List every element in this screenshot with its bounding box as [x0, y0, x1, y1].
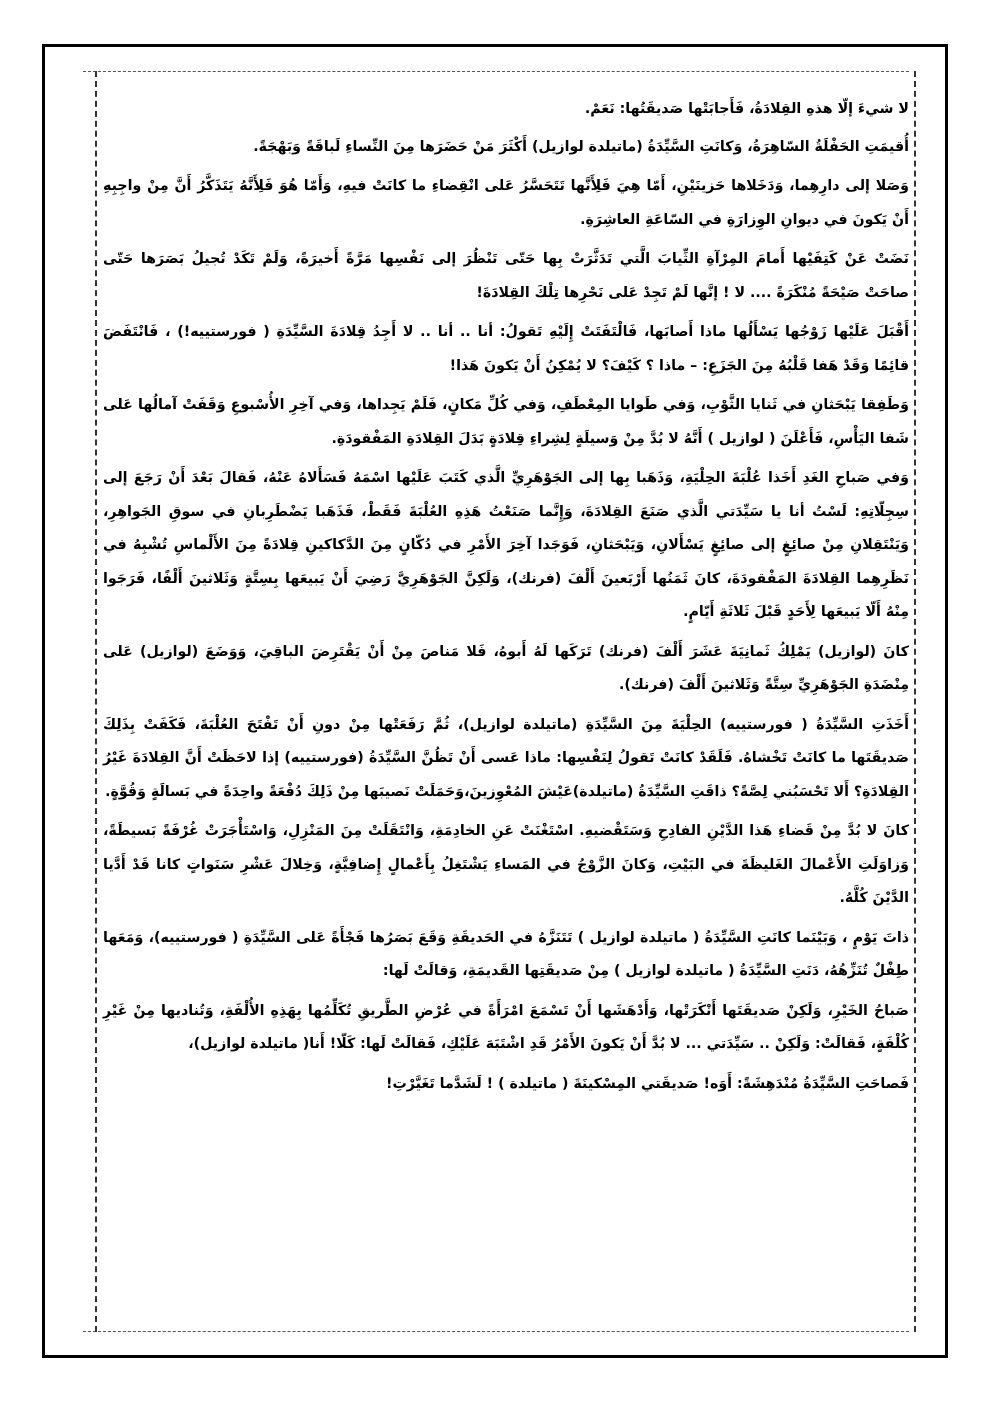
dashed-margin-right: [914, 71, 916, 1332]
paragraph-1: لا شيءَ إلّا هذهِ القِلادَةُ، فَأَجابَتْها صَديقَتُها: نَعَمْ.: [584, 101, 909, 117]
paragraph-8: كانَ (لوازيل) يَمْلِكُ ثَمانِيَةَ عَشَرَ أَلْفَ (فرنك) تَرَكَها لَهُ أَبوهُ، فَلا مَناصَ مِنْ أَنْ يَقْتَرِضَ الباقِيَ، وَوَضَعَ (لوازيل) عَلى مِنْضَدَةِ الجَوْهَرِيِّ سِتَّةً وَثَلاثينَ أَلْفَ (فرنك).: [103, 643, 909, 693]
paragraph-5: أَقْبَلَ عَلَيْها زَوْجُها يَسْأَلُها ماذا أَصابَها، فَالْتَفَتَتْ إِلَيْهِ تَقولُ: أنا .. أنا .. لا أَجِدُ قِلادَةَ السَّيِّدَةِ ( فورستييه!) ، فَانْتَفَضَ قائِمًا وَقَدْ هَفا قَلْبُهُ مِنَ الجَزَعِ: – ماذا ؟ كَيْفَ؟ لا يُمْكِنُ أَنْ يَكونَ هَذا!: [103, 324, 909, 374]
paragraph-7: وَفي صَباحِ الغَدِ أَخَذا عُلْبَةَ الحِلْيَةِ، وَذَهَبا بِها إلى الجَوْهَرِيِّ الَّذي كَتَبَ عَلَيْها اسْمَهُ فَسَأَلاهُ عَنْهُ، فَقالَ بَعْدَ أَنْ رَجَعَ إلى سِجِلّاتِهِ: لَسْتُ أنا يا سَيِّدَتي الَّذي صَنَعَ القِلادَةَ، وَإِنَّما صَنَعْتُ هَذِهِ العُلْبَةَ فَقَطْ، فَذَهَبا يَضْطَرِبانِ في سوقِ الجَواهِرِ، وَيَنْتَقِلانِ مِنْ صائِغٍ إلى صائِغٍ يَسْأَلانِ، وَيَبْحَثانِ، فَوَجَدا آخِرَ الأَمْرِ في دُكّانٍ مِنَ الدَّكاكينِ قِلادَةً مِنَ الأَلْماسِ تُشْبِهُ في نَظَرِهِما القِلادَةَ المَفْقودَةَ، كانَ ثَمَنُها أَرْبَعينَ أَلْفَ (فرنك)، وَلَكِنَّ الجَوْهَرِيَّ رَضِيَ أَنْ يَبيعَها بِسِتَّةٍ وَثَلاثينَ أَلْفًا، فَرَجَوا مِنْهُ أَلّا يَبيعَها لِأَحَدٍ قَبْلَ ثَلاثَةِ أَيّامٍ.: [103, 470, 909, 620]
paragraph-12: صَباحُ الخَيْرِ، وَلَكِنْ صَديقَتَها أَنْكَرَتْها، وَأَدْهَشَها أَنْ تَسْمَعَ امْرَأَةً في عُرْضِ الطَّريقِ تُكَلِّمُها بِهَذِهِ الأُلْفَةِ، وَتُناديها مِنْ غَيْرِ كُلْفَةٍ، فَقالَتْ: وَلَكِنْ .. سَيِّدَتي ... لا بُدَّ أَنْ يَكونَ الأَمْرُ قَدِ اشْتَبَهَ عَلَيْكِ، فَقالَتْ لَها: كَلّا! أَنا( ماتيلدة لوازيل)،: [103, 1002, 909, 1052]
paragraph-9: أَخَذَتِ السَّيِّدَةُ ( فورستييه) الحِلْيَةَ مِنَ السَّيِّدَةِ (ماتيلدة لوازيل)، ثُمَّ رَفَعَتْها مِنْ دونِ أَنْ تَفْتَحَ العُلْبَةَ، فَكَفَتْ بِذَلِكَ صَديقَتَها ما كانَتْ تَخْشاهُ. فَلَقَدْ كانَتْ تَقولُ لِنَفْسِها: ماذا عَسى أَنْ تَظُنَّ السَّيِّدَةُ (فورستييه) إذا لاحَظَتْ أَنَّ القِلادَةَ غَيْرُ القِلادَةِ؟ أَلا تَحْسَبُني لِصَّةً؟ ذاقَتِ السَّيِّدَةُ (ماتيلدة)عَيْشَ المُعْوِزينَ،وَحَمَلَتْ نَصيبَها مِنْ ذَلِكَ دُفْعَةً واحِدَةً في بَسالَةٍ وَقُوَّةٍ.: [103, 716, 909, 800]
dashed-margin-left: [95, 71, 97, 1332]
paragraph-11: ذاتَ يَوْمٍ ، وَبَيْنَما كانَتِ السَّيِّدَةُ ( ماتيلدة لوازيل ) تَتَنَزَّهُ في الحَديقَةِ وَقَعَ بَصَرُها فَجْأَةً عَلى السَّيِّدَةِ ( فورستييه)، وَمَعَها طِفْلٌ تُنَزِّهُهُ، دَنَتِ السَّيِّدَةُ ( ماتيلدة لوازيل ) مِنْ صَديقَتِها القَديمَةِ، وَقالَتْ لَها:: [103, 929, 909, 979]
paragraph-3: وَصَلا إلى دارِهِما، وَدَخَلاها حَزينَيْنِ، أَمّا هِيَ فَلِأَنَّها تَتَحَسَّرُ عَلى انْقِضاءِ ما كانَتْ فيهِ، وَأَمّا هُوَ فَلِأَنَّهُ يَتَذَكَّرُ أَنَّ مِنْ واجِبِهِ أَنْ يَكونَ في ديوانِ الوِزارَةِ في السّاعَةِ العاشِرَةِ.: [103, 178, 909, 228]
paragraph-6: وَطَفِقا يَبْحَثانِ في ثَنايا الثَّوْبِ، وَفي طَوايا المِعْطَفِ، وَفي كُلِّ مَكانٍ، فَلَمْ يَجِداها، وَفي آخِرِ الأُسْبوعِ وَقَفَتْ آمالُها عَلى شَفا اليَأْسِ، فَأَعْلَنَ ( لوازيل ) أَنَّهُ لا بُدَّ مِنْ وَسيلَةٍ لِشِراءِ قِلادَةٍ بَدَلَ القِلادَةِ المَفْقودَةِ.: [103, 397, 909, 447]
paragraph-2: أُقيمَتِ الحَفْلَةُ السّاهِرَةُ، وَكانَتِ السَّيِّدَةُ (ماتيلدة لوازيل) أَكْثَرَ مَنْ حَضَرَها مِنَ النِّساءِ لَباقَةً وَبَهْجَةً.: [253, 138, 909, 155]
story-text: [103, 93, 909, 1107]
paragraph-4: نَضَتْ عَنْ كَتِفَيْها أَمامَ المِرْآةِ الثِّيابَ الَّتي تَدَثَّرَتْ بِها حَتّى تَنْظُرَ إلى نَفْسِها مَرَّةً أَخيرَةً، وَلَمْ تَكَدْ تُجيلُ بَصَرَها حَتّى صاحَتْ صَيْحَةً مُنْكَرَةً .... لا ! إنَّها لَمْ تَجِدْ عَلى نَحْرِها تِلْكَ القِلادَةَ!: [103, 251, 909, 301]
paragraph-10: كانَ لا بُدَّ مِنْ قَضاءِ هَذا الدَّيْنِ الفادِحِ وَسَتَقْضيهِ. اسْتَغْنَتْ عَنِ الخادِمَةِ، وَانْتَقَلَتْ مِنَ المَنْزِلِ، وَاسْتَأْجَرَتْ غُرْفَةً بَسيطَةً، وَزاوَلَتِ الأَعْمالَ الغَليظَةَ في البَيْتِ، وَكانَ الزَّوْجُ في المَساءِ يَشْتَغِلُ بِأَعْمالٍ إِضافِيَّةٍ، وَخِلالَ عَشْرِ سَنَواتٍ كانا قَدْ أَدَّيا الدَّيْنَ كُلَّهُ.: [103, 823, 909, 906]
page-border: [42, 44, 948, 1358]
paragraph-13: فَصاحَتِ السَّيِّدَةُ مُنْدَهِشَةً: أَوَه! صَديقَتي المِسْكينَةَ ( ماتيلدة ) ! لَشَدَّما تَغَيَّرْتِ!: [386, 1075, 909, 1092]
